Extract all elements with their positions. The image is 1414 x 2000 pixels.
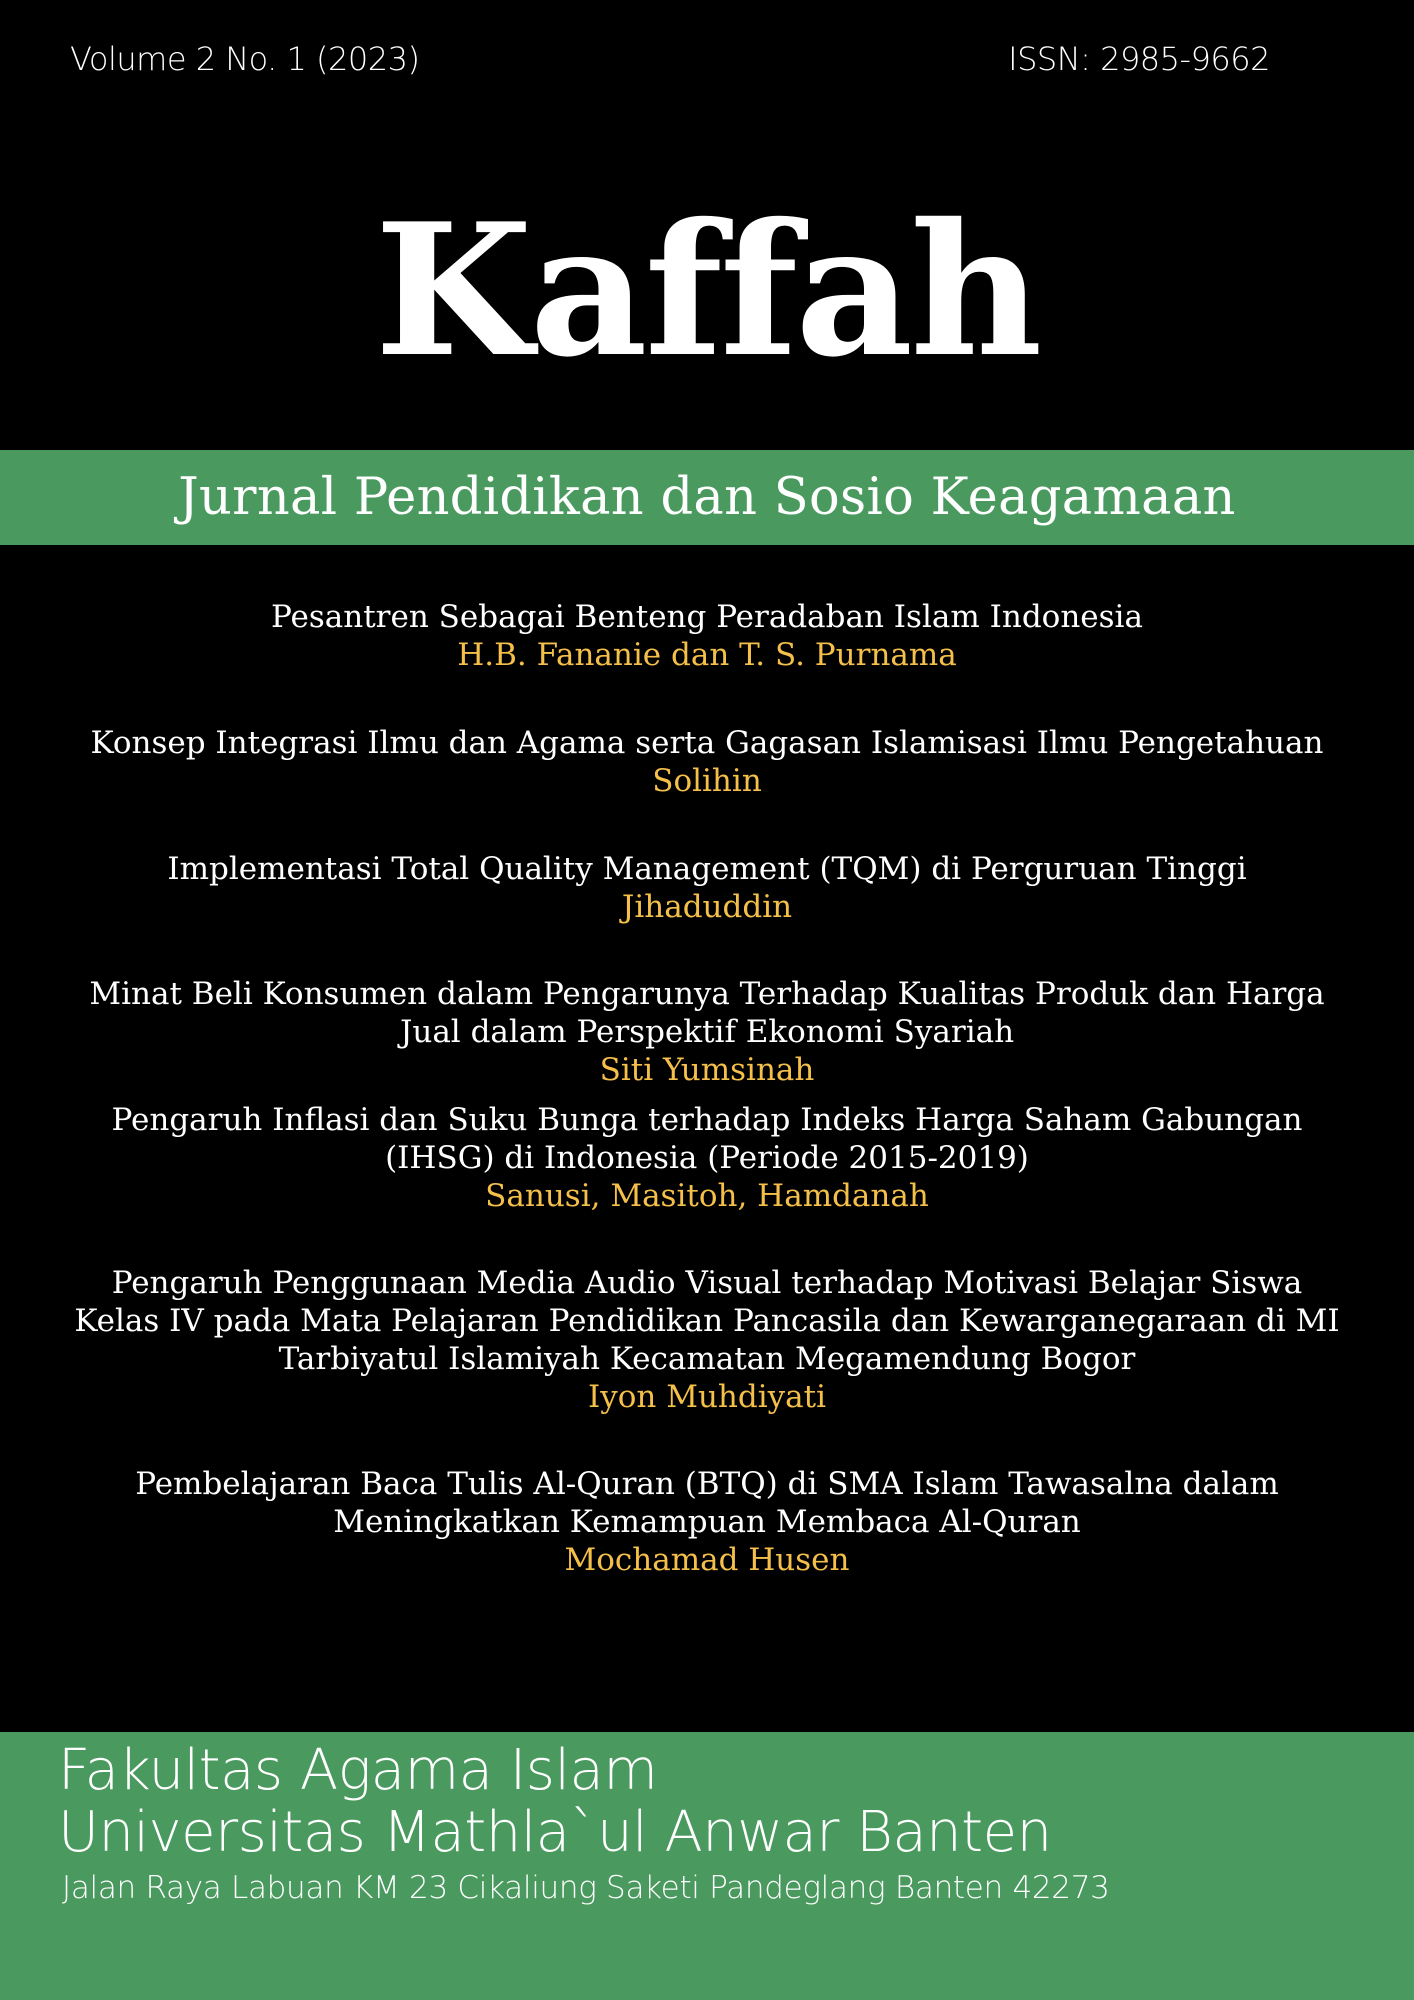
university-name: Universitas Mathla`ul Anwar Banten: [58, 1800, 1052, 1865]
article-title: Implementasi Total Quality Management (TQM) di Perguruan Tinggi: [167, 851, 1247, 887]
article-title: Pembelajaran Baca Tulis Al-Quran (BTQ) di SMA Islam Tawasalna dalam: [135, 1466, 1279, 1502]
article-title: Pengaruh Inflasi dan Suku Bunga terhadap Indeks Harga Saham Gabungan: [111, 1102, 1303, 1138]
article-title: Konsep Integrasi Ilmu dan Agama serta Gagasan Islamisasi Ilmu Pengetahuan: [90, 725, 1324, 761]
article-title-line: Tarbiyatul Islamiyah Kecamatan Megamendung Bogor: [278, 1341, 1136, 1377]
article-title: Pesantren Sebagai Benteng Peradaban Islam Indonesia: [271, 599, 1143, 635]
article-item: [60, 1264, 1354, 1416]
faculty-name: Fakultas Agama Islam: [58, 1738, 658, 1803]
article-authors: Jihaduddin: [621, 889, 793, 925]
cover-header: [0, 40, 1414, 90]
article-authors: Iyon Muhdiyati: [587, 1379, 827, 1415]
article-authors: H.B. Fananie dan T. S. Purnama: [457, 637, 957, 673]
article-authors: Solihin: [652, 763, 762, 799]
subtitle-band: [0, 450, 1414, 545]
publisher-band: [0, 1732, 1414, 2000]
article-item: [60, 975, 1354, 1089]
article-title-line: (IHSG) di Indonesia (Periode 2015-2019): [385, 1140, 1029, 1176]
article-title-line: Kelas IV pada Mata Pelajaran Pendidikan Pancasila dan Kewarganegaraan di MI: [74, 1303, 1340, 1339]
publisher-address: Jalan Raya Labuan KM 23 Cikaliung Saketi Pandeglang Banten 42273: [62, 1870, 1110, 1906]
article-authors: Mochamad Husen: [564, 1542, 850, 1578]
journal-subtitle: Jurnal Pendidikan dan Sosio Keagamaan: [178, 468, 1236, 527]
article-title-line: Meningkatkan Kemampuan Membaca Al-Quran: [333, 1504, 1081, 1540]
issn-label: ISSN: 2985-9662: [1008, 40, 1270, 78]
journal-title: Kaffah: [374, 183, 1040, 397]
article-authors: Siti Yumsinah: [599, 1052, 815, 1088]
volume-label: Volume 2 No. 1 (2023): [70, 40, 420, 78]
article-item: [60, 1465, 1354, 1579]
article-item: [60, 724, 1354, 800]
article-authors: Sanusi, Masitoh, Hamdanah: [485, 1178, 929, 1214]
article-title: Minat Beli Konsumen dalam Pengarunya Terhadap Kualitas Produk dan Harga: [89, 976, 1325, 1012]
article-item: [60, 598, 1354, 674]
article-item: [60, 1101, 1354, 1215]
article-title: Pengaruh Penggunaan Media Audio Visual terhadap Motivasi Belajar Siswa: [111, 1265, 1303, 1301]
article-item: [60, 850, 1354, 926]
article-title-line: Jual dalam Perspektif Ekonomi Syariah: [399, 1014, 1015, 1050]
